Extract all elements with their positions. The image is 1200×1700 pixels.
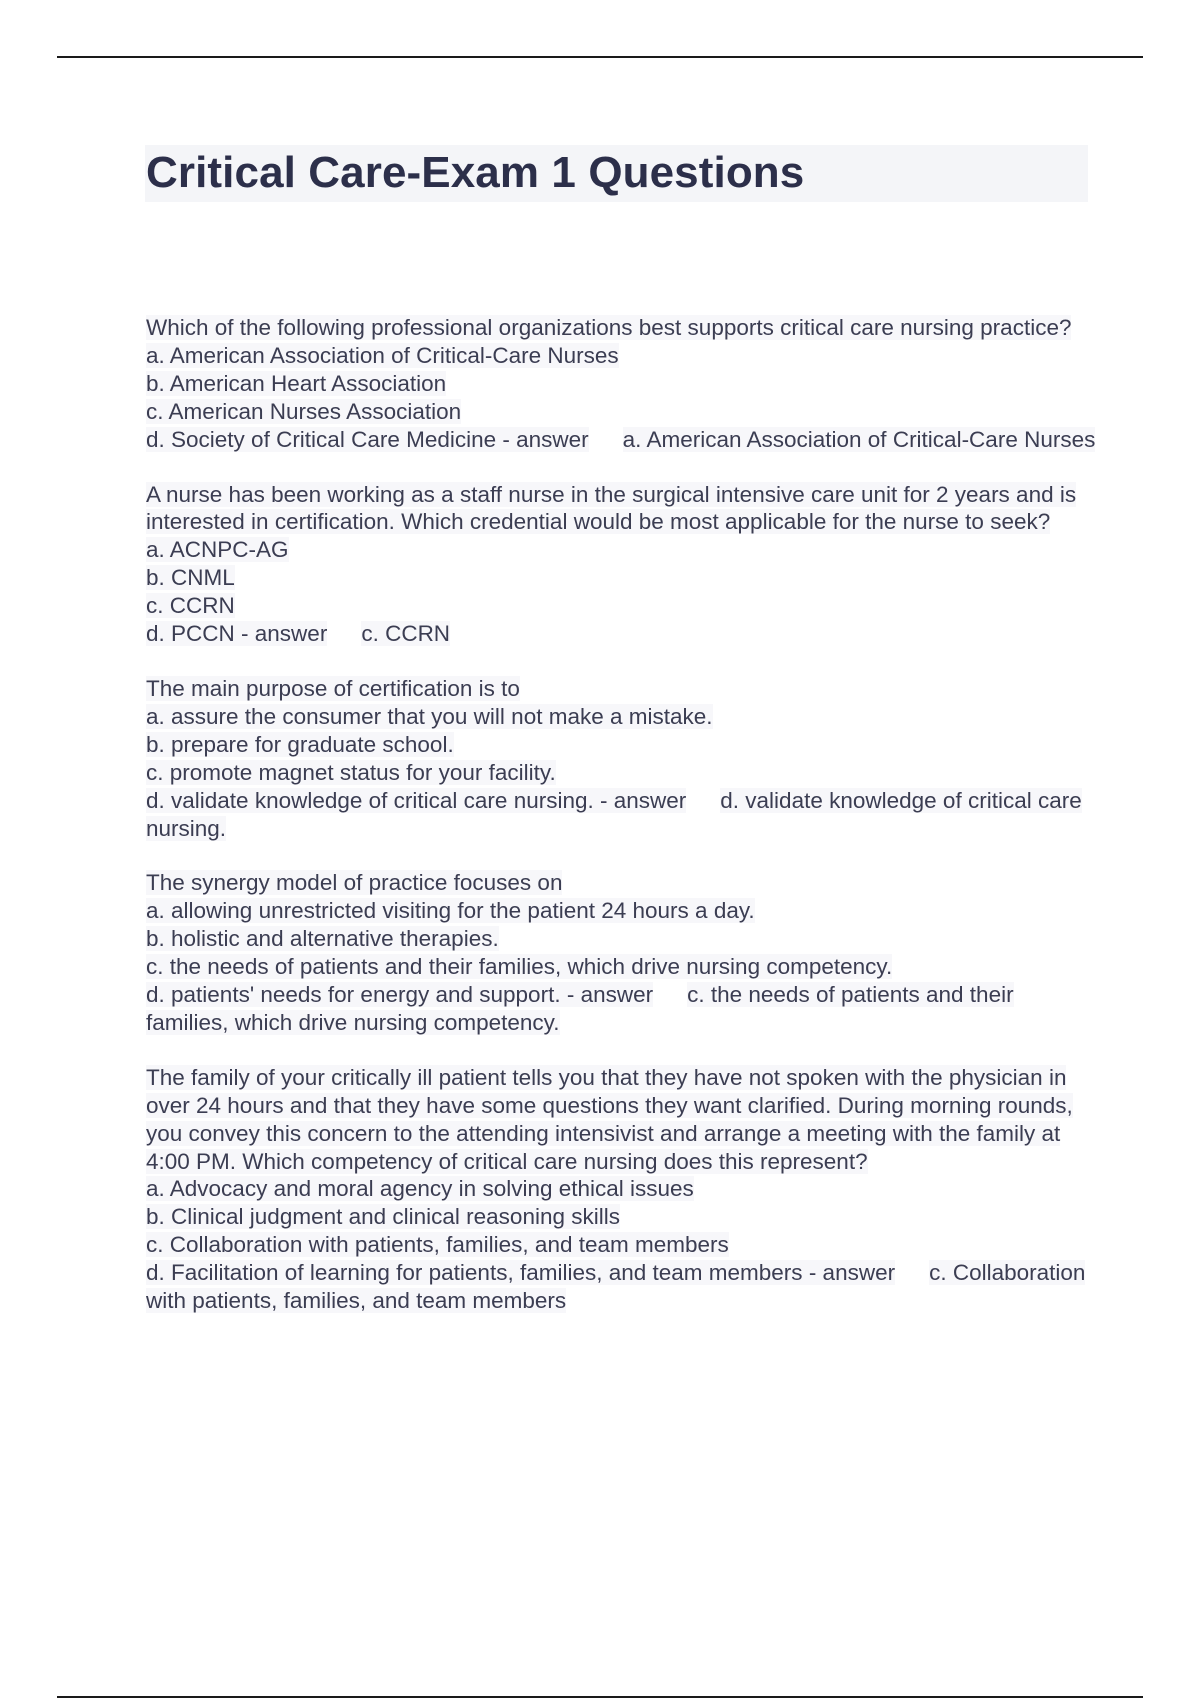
question-list [146,314,1096,1342]
answer-option: b. prepare for graduate school. [146,731,454,757]
answer-label: - answer [496,426,589,452]
answer-option: c. CCRN [146,593,235,619]
question-block [146,675,1096,842]
question-block [146,481,1096,648]
answer-option: c. Collaboration with patients, families, and team members [146,1232,729,1258]
correct-answer: c. the needs of patients and their families, which drive nursing competency. [146,982,1014,1035]
question-block [146,869,1096,1036]
answer-option: d. PCCN [146,621,235,647]
answer-option: d. Society of Critical Care Medicine [146,426,497,452]
question-text: The family of your critically ill patient tells you that they have not spoken with the physician in over 24 hours and that they have some questions they want clarified. During morning rounds, you convey this concern to the attending intensivist and arrange a meeting with the family at 4:00 PM. Which competency of critical care nursing does this represent? [146,1064,1073,1174]
answer-label: - answer [802,1260,896,1286]
answer-option: c. promote magnet status for your facility. [146,759,556,785]
answer-option: c. the needs of patients and their families, which drive nursing competency. [146,954,893,980]
document-title: Critical Care-Exam 1 Questions [146,148,805,197]
correct-answer: a. American Association of Critical-Care Nurses [622,426,1096,452]
question-text: A nurse has been working as a staff nurse in the surgical intensive care unit for 2 years and is interested in certification. Which credential would be most applicable for the nurse to seek? [146,481,1077,535]
correct-answer: c. CCRN [361,621,451,647]
answer-label: - answer [593,787,687,813]
bottom-rule [57,1696,1143,1698]
question-text: Which of the following professional organizations best supports critical care nursing practice? [146,315,1072,340]
question-text: The synergy model of practice focuses on [146,870,563,896]
answer-option: b. CNML [146,565,235,591]
question-block [146,1064,1096,1315]
answer-option: a. assure the consumer that you will not make a mistake. [146,703,713,729]
answer-option: d. Facilitation of learning for patients, families, and team members [146,1260,803,1286]
question-text: The main purpose of certification is to [146,675,520,701]
answer-option: b. holistic and alternative therapies. [146,926,499,952]
answer-option: d. validate knowledge of critical care nursing. [146,787,594,813]
answer-option: a. ACNPC-AG [146,537,289,563]
answer-option: a. American Association of Critical-Care Nurses [146,342,619,368]
answer-option: b. American Heart Association [146,370,447,396]
question-block [146,314,1096,454]
answer-label: - answer [560,982,654,1008]
answer-option: a. allowing unrestricted visiting for the patient 24 hours a day. [146,898,755,924]
answer-label: - answer [234,621,328,647]
answer-option: c. American Nurses Association [146,398,462,424]
answer-option: b. Clinical judgment and clinical reasoning skills [146,1204,620,1230]
correct-answer: d. validate knowledge of critical care nursing. [146,787,1082,841]
answer-option: a. Advocacy and moral agency in solving ethical issues [146,1176,694,1202]
correct-answer: c. Collaboration with patients, families, and team members [146,1260,1086,1314]
top-rule [57,56,1143,58]
answer-option: d. patients' needs for energy and support. [146,982,561,1008]
